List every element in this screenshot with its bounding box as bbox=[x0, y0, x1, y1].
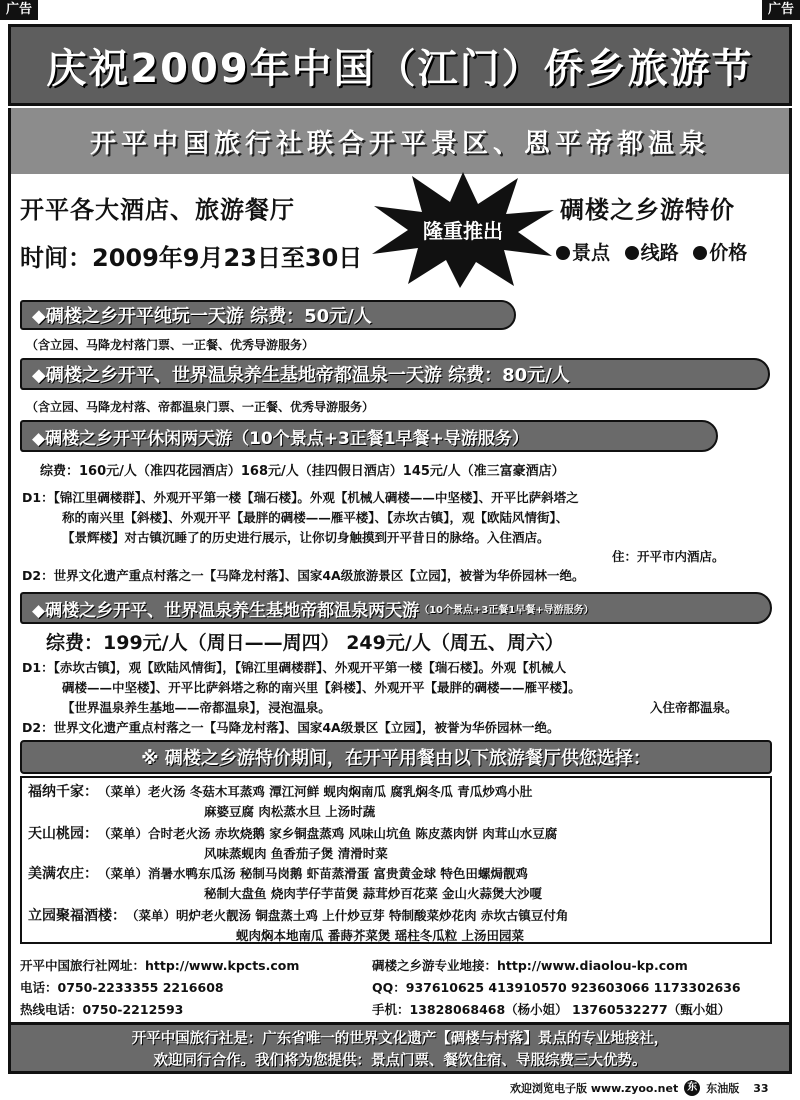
tour-4-day2: D2：世界文化遗产重点村落之一【马降龙村落】、国家4A级景区【立园】，被誉为华侨园林一绝。 bbox=[22, 720, 560, 735]
qq-numbers: QQ：937610625 413910570 923603066 1173302636 bbox=[372, 980, 741, 995]
page-subtitle: 开平中国旅行社联合开平景区、恩平帝都温泉 bbox=[89, 128, 710, 159]
tour-4-title-small: （10个景点+3正餐1早餐+导游服务） bbox=[419, 604, 594, 616]
diaolou-website: 碉楼之乡游专业地接：http://www.diaolou-kp.com bbox=[372, 958, 688, 973]
edition-name: 东油版 bbox=[706, 1082, 740, 1095]
tour-3-day1-line1: D1：【锦江里碉楼群】、外观开平第一楼【瑞石楼】。外观【机械人碉楼——中坚楼】、开平比萨斜塔之 bbox=[22, 490, 579, 505]
subtitle-banner bbox=[8, 108, 792, 174]
tour-4-price: 综费：199元/人（周日——周四） 249元/人（周五、周六） bbox=[46, 632, 564, 654]
restaurant-menu: （菜单）合时老火汤 赤坎烧鹅 家乡铜盘蒸鸡 风味山坑鱼 陈皮蒸肉饼 肉茸山水豆腐 bbox=[98, 826, 558, 841]
mobile: 手机：13828068468（杨小姐） 13760532277（甄小姐） bbox=[372, 1002, 731, 1017]
bullet-prices: 价格 bbox=[709, 242, 748, 264]
restaurant-name: 美满农庄： bbox=[28, 866, 98, 882]
promo-bullets bbox=[556, 238, 747, 265]
promo-left-line: 开平各大酒店、旅游餐厅 bbox=[20, 196, 295, 224]
time-value: 2009年9月23日至30日 bbox=[92, 244, 363, 272]
publication-strip bbox=[510, 1080, 769, 1096]
restaurant-menu-line2: 秘制大盘鱼 烧肉芋仔芋苗煲 蒜茸炒百花菜 金山火蒜煲大沙嗄 bbox=[204, 886, 543, 901]
tour-4-title-main: ◆碉楼之乡开平、世界温泉养生基地帝都温泉两天游 bbox=[32, 600, 420, 621]
restaurant-row bbox=[28, 906, 568, 926]
hotline: 热线电话：0750-2212593 bbox=[20, 1002, 184, 1017]
tour-3-title: ◆碉楼之乡开平休闲两天游（10个景点+3正餐1早餐+导游服务） bbox=[20, 420, 718, 452]
tour-3-stay: 住：开平市内酒店。 bbox=[612, 549, 725, 564]
footer-line-2: 欢迎同行合作。我们将为您提供：景点门票、餐饮住宿、导服综费三大优势。 bbox=[153, 1053, 647, 1069]
tour-3-price: 综费：160元/人（准四花园酒店）168元/人（挂四假日酒店）145元/人（准三富豪酒店） bbox=[40, 464, 565, 479]
bullet-dot-icon bbox=[556, 246, 570, 260]
restaurant-heading: ※ 碉楼之乡游特价期间，在开平用餐由以下旅游餐厅供您选择： bbox=[20, 740, 772, 774]
restaurant-name: 立园聚福酒楼： bbox=[28, 908, 126, 924]
phone: 电话：0750-2233355 2216608 bbox=[20, 980, 224, 995]
promo-time bbox=[20, 238, 362, 273]
page-number: 33 bbox=[753, 1081, 769, 1095]
tour-1-note: （含立园、马降龙村落门票、一正餐、优秀导游服务） bbox=[26, 338, 315, 352]
title-banner bbox=[8, 24, 792, 106]
restaurant-menu-line2: 蚬肉焖本地南瓜 番蒔芥菜煲 瑶柱冬瓜粒 上汤田园菜 bbox=[236, 928, 525, 943]
time-label: 时间： bbox=[20, 244, 92, 272]
bullet-dot-icon bbox=[625, 246, 639, 260]
tour-4-stay: 入住帝都温泉。 bbox=[650, 700, 738, 715]
restaurant-menu: （菜单）消暑水鸭东瓜汤 秘制马岗鹅 虾苗蒸滑蛋 富贵黄金球 特色田螺焗靓鸡 bbox=[98, 866, 528, 881]
promo-right-line: 碉楼之乡游特价 bbox=[560, 196, 735, 224]
restaurant-menu: （菜单）明炉老火靓汤 铜盘蒸土鸡 上什炒豆芽 特制酸菜炒花肉 赤坎古镇豆付角 bbox=[126, 908, 569, 923]
burst-text: 隆重推出 bbox=[423, 219, 503, 243]
tour-3-day1-line2: 称的南兴里【斜楼】、外观开平【最胖的碉楼——雁平楼】、【赤坎古镇】，观【欧陆风情街】、 bbox=[62, 510, 569, 525]
bullet-dot-icon bbox=[693, 246, 707, 260]
edition-logo-icon: 东 bbox=[684, 1080, 700, 1096]
page-title: 庆祝2009年中国（江门）侨乡旅游节 bbox=[46, 45, 754, 92]
ad-label-left: 广告 bbox=[0, 0, 38, 20]
tour-2-title: ◆碉楼之乡开平、世界温泉养生基地帝都温泉一天游 综费：80元/人 bbox=[20, 358, 770, 390]
bullet-routes: 线路 bbox=[640, 242, 679, 264]
tour-4-day1-line3: 【世界温泉养生基地——帝都温泉】，浸泡温泉。 bbox=[62, 700, 331, 715]
browse-text: 欢迎浏览电子版 www.zyoo.net bbox=[510, 1082, 679, 1095]
tour-4-day1-line2: 碉楼——中坚楼】、开平比萨斜塔之称的南兴里【斜楼】、外观开平【最胖的碉楼——雁平楼】。 bbox=[62, 680, 581, 695]
tour-2-note: （含立园、马降龙村落、帝都温泉门票、一正餐、优秀导游服务） bbox=[26, 400, 375, 414]
bullet-spots: 景点 bbox=[572, 242, 611, 264]
tour-3-day2: D2：世界文化遗产重点村落之一【马降龙村落】、国家4A级旅游景区【立园】，被誉为华侨园林一绝。 bbox=[22, 568, 585, 583]
restaurant-row bbox=[28, 824, 557, 844]
ad-label-right: 广告 bbox=[762, 0, 800, 20]
footer-banner bbox=[8, 1022, 792, 1074]
restaurant-name: 福纳千家： bbox=[28, 784, 98, 800]
agency-website: 开平中国旅行社网址：http://www.kpcts.com bbox=[20, 958, 300, 973]
restaurant-row bbox=[28, 864, 528, 884]
tour-4-day1-line1: D1：【赤坎古镇】，观【欧陆风情街】，【锦江里碉楼群】、外观开平第一楼【瑞石楼】。外观【机械人 bbox=[22, 660, 567, 675]
footer-line-1: 开平中国旅行社是：广东省唯一的世界文化遗产【碉楼与村落】景点的专业地接社， bbox=[131, 1031, 669, 1047]
restaurant-row bbox=[28, 782, 532, 802]
restaurant-menu-line2: 麻婆豆腐 肉松蒸水旦 上汤时蔬 bbox=[204, 804, 376, 819]
restaurant-menu-line2: 风味蒸蚬肉 鱼香茄子煲 清滑时菜 bbox=[204, 846, 388, 861]
restaurant-name: 天山桃园： bbox=[28, 826, 98, 842]
restaurant-menu: （菜单）老火汤 冬菇木耳蒸鸡 潭江河鲜 蚬肉焖南瓜 腐乳焖冬瓜 青瓜炒鸡小肚 bbox=[98, 784, 533, 799]
tour-3-day1-line3: 【景辉楼】对古镇沉睡了的历史进行展示，让你切身触摸到开平昔日的脉络。入住酒店。 bbox=[62, 530, 550, 545]
tour-4-title bbox=[20, 592, 772, 624]
starburst-icon bbox=[368, 170, 558, 290]
tour-1-title: ◆碉楼之乡开平纯玩一天游 综费：50元/人 bbox=[20, 300, 516, 330]
